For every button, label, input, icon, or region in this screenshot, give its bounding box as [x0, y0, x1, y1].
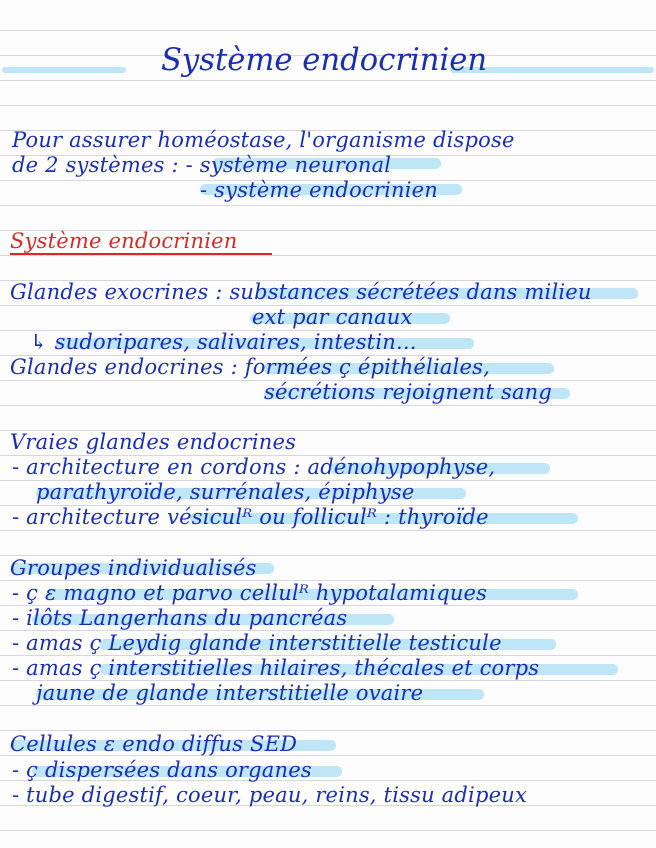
intro-line-1: Pour assurer homéostase, l'organisme dispose	[12, 128, 515, 152]
cellules-line-1: - ç dispersées dans organes	[12, 758, 312, 782]
vraies-line-1: - architecture en cordons : adénohypophyse,	[12, 455, 496, 479]
vraies-heading: Vraies glandes endocrines	[10, 430, 297, 454]
glandes-exocrines-line-2: ext par canaux	[252, 305, 413, 329]
cellules-heading: Cellules ε endo diffus SED	[10, 732, 298, 756]
glandes-exocrines-line-1: Glandes exocrines : substances sécrétées dans milieu	[10, 280, 592, 304]
glandes-endocrines-line-1: Glandes endocrines : formées ç épithéliales,	[10, 355, 491, 379]
section-heading-underline	[10, 253, 272, 255]
glandes-exocrines-line-3: ↳ sudoripares, salivaires, intestin...	[30, 330, 417, 354]
glandes-endocrines-line-2: sécrétions rejoignent sang	[264, 380, 553, 404]
section-heading: Système endocrinien	[10, 229, 238, 253]
groupes-line-5: jaune de glande interstitielle ovaire	[36, 681, 424, 705]
vraies-line-3: - architecture vésiculᴿ ou folliculᴿ : thyroïde	[12, 505, 489, 529]
groupes-line-3: - amas ç Leydig glande interstitielle testicule	[12, 631, 502, 655]
cellules-line-2: - tube digestif, coeur, peau, reins, tissu adipeux	[12, 783, 527, 807]
groupes-line-2: - ilôts Langerhans du pancréas	[12, 606, 348, 630]
groupes-line-4: - amas ç interstitielles hilaires, thécales et corps	[12, 656, 540, 680]
intro-line-3: - système endocrinien	[200, 178, 439, 202]
vraies-line-2: parathyroïde, surrénales, épiphyse	[36, 480, 415, 504]
page-title: Système endocrinien	[160, 42, 488, 78]
groupes-heading: Groupes individualisés	[10, 556, 257, 580]
groupes-line-1: - ç ε magno et parvo cellulᴿ hypotalamiques	[12, 581, 488, 605]
intro-line-2: de 2 systèmes : - système neuronal	[12, 153, 392, 177]
